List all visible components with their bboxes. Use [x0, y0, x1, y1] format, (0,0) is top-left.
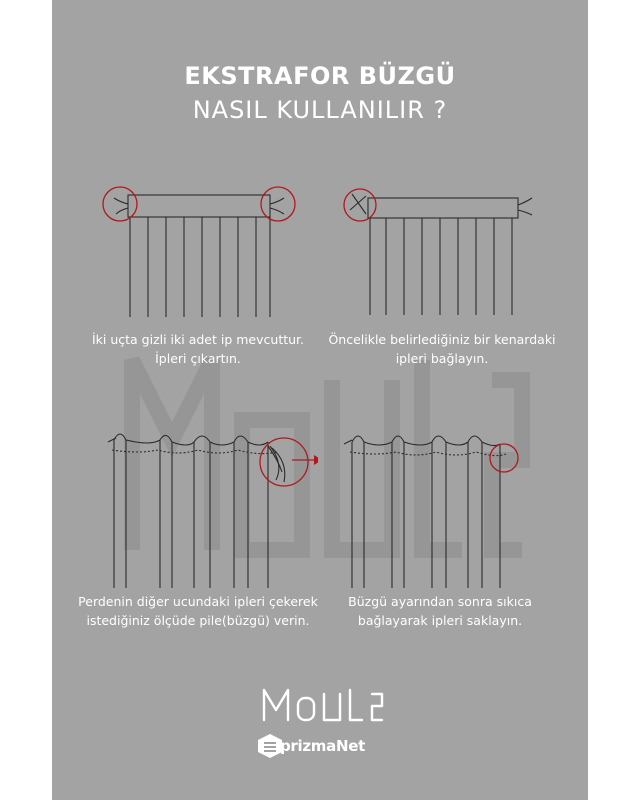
- step3-caption: [78, 592, 318, 630]
- step4-caption: [320, 592, 560, 630]
- step4-caption-line1: Büzgü ayarından sonra sıkıca: [348, 594, 532, 609]
- step3-caption-line2: istediğiniz ölçüde pile(büzgü) verin.: [86, 613, 310, 628]
- step1-illustration: [98, 180, 298, 330]
- step2-illustration: [338, 180, 548, 330]
- page-subtitle: NASIL KULLANILIR ?: [192, 96, 448, 124]
- step1-caption-line2: İpleri çıkartın.: [155, 351, 241, 366]
- step4-illustration: [336, 420, 556, 600]
- step2-caption-line2: ipleri bağlayın.: [395, 351, 489, 366]
- infographic-panel: [52, 0, 588, 800]
- step3-illustration: [98, 420, 318, 600]
- brand-subtitle-suffix: Net: [335, 737, 365, 755]
- step2-caption-line1: Öncelikle belirlediğiniz bir kenardaki: [328, 332, 556, 347]
- step1-caption: [78, 330, 318, 368]
- page-title: EKSTRAFOR BÜZGÜ: [184, 62, 456, 90]
- step4-caption-line2: bağlayarak ipleri saklayın.: [357, 613, 523, 628]
- step3-caption-line1: Perdenin diğer ucundaki ipleri çekerek: [78, 594, 318, 609]
- step1-caption-line1: İki uçta gizli iki adet ip mevcuttur.: [91, 332, 305, 347]
- step2-caption: [322, 330, 562, 368]
- brand-subtitle-prefix: prizma: [280, 737, 336, 755]
- brand-subtitle: [280, 737, 365, 755]
